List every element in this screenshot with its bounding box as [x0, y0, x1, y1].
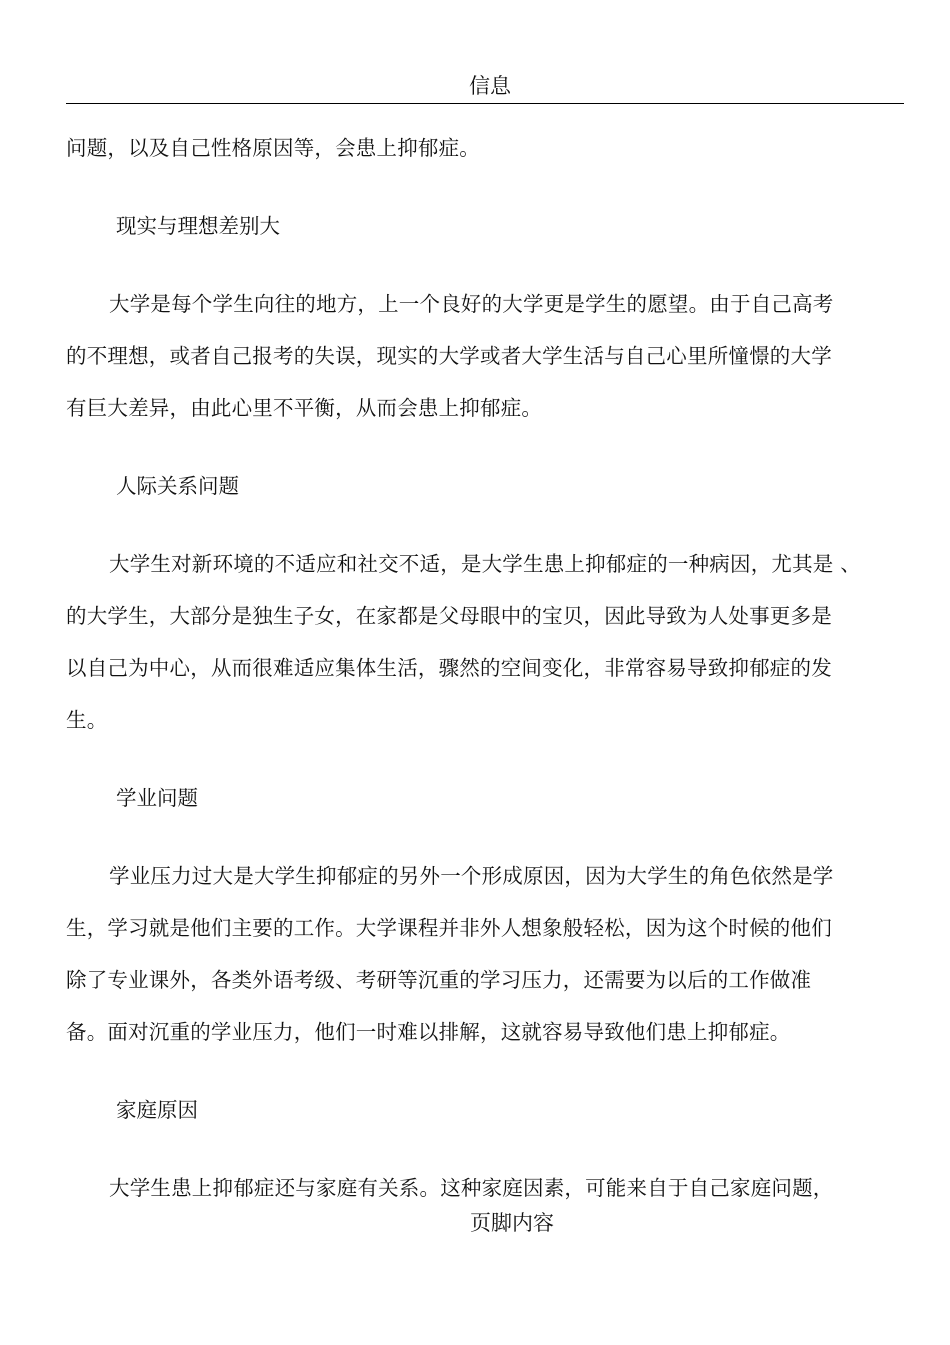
page-header: 信息	[469, 74, 511, 98]
page-footer: 页脚内容	[470, 1211, 554, 1235]
section-paragraph-academic: 学业压力过大是大学生抑郁症的另外一个形成原因，因为大学生的角色依然是学生，学习就是他们主要的工作。大学课程并非外人想象般轻松，因为这个时候的他们除了专业课外，各类外语考级、考研等沉重的学习压力，还需要为以后的工作做准备。面对沉重的学业压力，他们一时难以排解，这就容易导致他们患上抑郁症。	[66, 864, 834, 1044]
section-paragraph-interpersonal: 大学生对新环境的不适应和社交不适，是大学生患上抑郁症的一种病因，尤其是 、 的大学生，大部分是独生子女，在家都是父母眼中的宝贝，因此导致为人处事更多是以自己为中心，从而很难适应集体生活，骤然的空间变化，非常容易导致抑郁症的发生。	[66, 552, 872, 732]
section-heading-reality-gap: 现实与理想差别大	[116, 214, 280, 238]
header-divider	[66, 103, 904, 104]
section-heading-academic: 学业问题	[116, 786, 198, 810]
section-heading-interpersonal: 人际关系问题	[116, 474, 239, 498]
section-paragraph-reality-gap: 大学是每个学生向往的地方，上一个良好的大学更是学生的愿望。由于自己高考的不理想，或者自己报考的失误，现实的大学或者大学生活与自己心里所憧憬的大学有巨大差异，由此心里不平衡，从而会患上抑郁症。	[66, 292, 834, 420]
intro-paragraph: 问题，以及自己性格原因等，会患上抑郁症。	[66, 136, 480, 160]
page-body	[66, 122, 872, 1214]
section-paragraph-family: 大学生患上抑郁症还与家庭有关系。这种家庭因素，可能来自于自己家庭问题，	[109, 1176, 834, 1200]
section-heading-family: 家庭原因	[116, 1098, 198, 1122]
